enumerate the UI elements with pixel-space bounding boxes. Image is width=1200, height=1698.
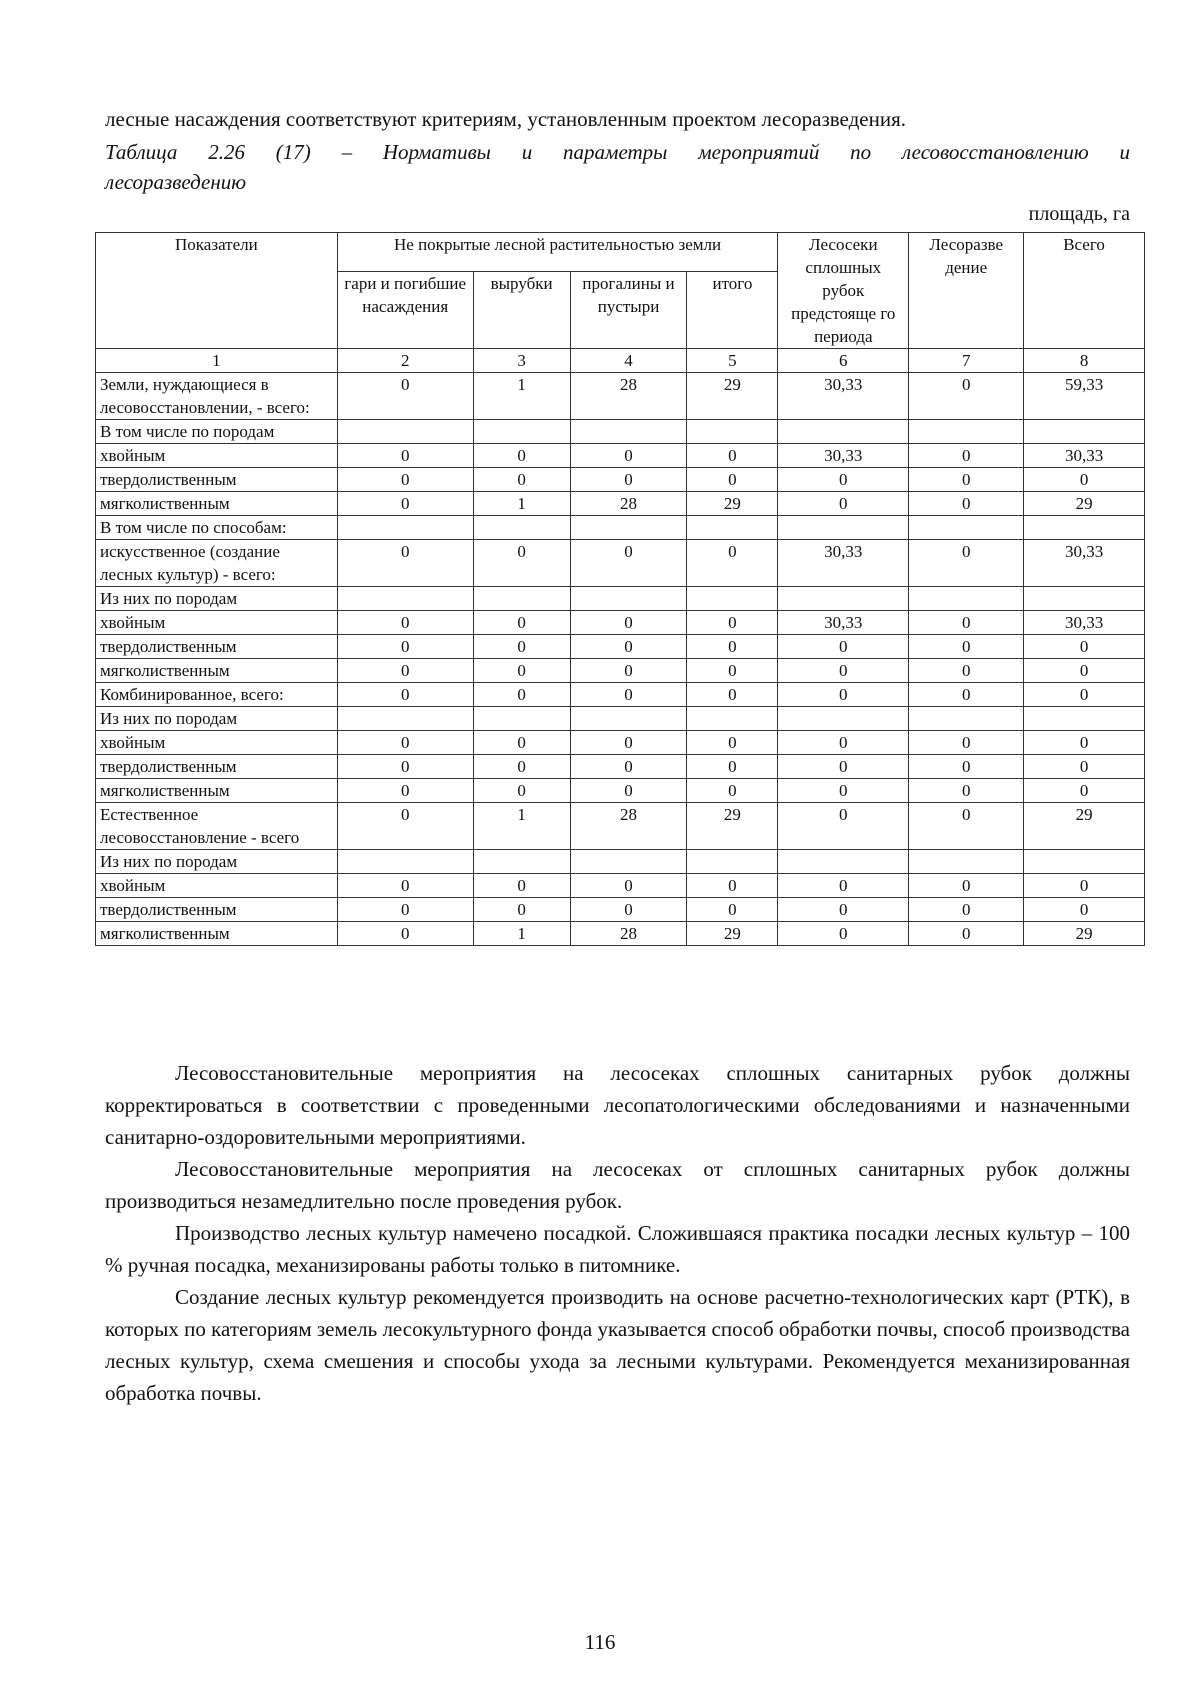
table-cell: 30,33 xyxy=(1024,540,1145,587)
table-cell: 30,33 xyxy=(778,540,909,587)
table-cell xyxy=(1024,707,1145,731)
table-cell xyxy=(778,707,909,731)
table-cell: 0 xyxy=(909,444,1024,468)
row-label: мягколиственным xyxy=(96,779,338,803)
row-label: Из них по породам xyxy=(96,707,338,731)
table-cell xyxy=(1024,516,1145,540)
table-cell xyxy=(778,850,909,874)
table-cell: 0 xyxy=(909,492,1024,516)
table-cell: 0 xyxy=(687,659,778,683)
table-cell: 0 xyxy=(337,922,473,946)
table-cell xyxy=(909,587,1024,611)
table-cell: 0 xyxy=(473,898,570,922)
table-cell: 28 xyxy=(570,803,687,850)
table-cell: 1 xyxy=(473,803,570,850)
table-cell xyxy=(473,850,570,874)
table-cell xyxy=(570,516,687,540)
table-cell: 0 xyxy=(778,922,909,946)
column-number: 8 xyxy=(1024,349,1145,373)
row-label: твердолиственным xyxy=(96,898,338,922)
table-row xyxy=(96,444,1145,468)
table-cell: 0 xyxy=(909,803,1024,850)
table-cell: 0 xyxy=(337,635,473,659)
table-cell xyxy=(909,420,1024,444)
table-cell xyxy=(687,850,778,874)
table-cell: 0 xyxy=(687,611,778,635)
table-cell: 0 xyxy=(909,683,1024,707)
table-unit: площадь, га xyxy=(1028,203,1130,225)
table-cell: 0 xyxy=(778,468,909,492)
table-cell: 0 xyxy=(337,803,473,850)
row-label: мягколиственным xyxy=(96,659,338,683)
table-cell: 0 xyxy=(687,540,778,587)
row-label: хвойным xyxy=(96,731,338,755)
table-column-numbers xyxy=(96,349,1145,373)
table-cell xyxy=(687,587,778,611)
paragraph-text: Лесовосстановительные мероприятия на лесосеках от сплошных санитарных рубок должны производиться незамедлительно после проведения рубок. xyxy=(105,1157,1130,1213)
table-cell xyxy=(337,587,473,611)
row-label: твердолиственным xyxy=(96,468,338,492)
table-row xyxy=(96,874,1145,898)
table-cell: 0 xyxy=(1024,779,1145,803)
table-cell: 1 xyxy=(473,373,570,420)
table-row xyxy=(96,707,1145,731)
table-row xyxy=(96,492,1145,516)
table-cell: 30,33 xyxy=(1024,611,1145,635)
table-cell: 0 xyxy=(909,898,1024,922)
table-cell: 0 xyxy=(570,755,687,779)
table-cell: 0 xyxy=(570,468,687,492)
header-burnt-dead-stands: гари и погибшие насаждения xyxy=(337,272,473,349)
table-cell xyxy=(473,587,570,611)
table-cell: 0 xyxy=(778,898,909,922)
table-cell: 0 xyxy=(909,779,1024,803)
header-clearcut-areas: Лесосеки сплошных рубок предстояще го периода xyxy=(778,233,909,349)
header-total: Всего xyxy=(1024,233,1145,349)
column-number: 5 xyxy=(687,349,778,373)
table-cell: 0 xyxy=(570,659,687,683)
table-cell: 0 xyxy=(337,874,473,898)
table-cell: 0 xyxy=(778,803,909,850)
table-cell: 0 xyxy=(1024,755,1145,779)
table-cell xyxy=(1024,587,1145,611)
table-cell xyxy=(473,420,570,444)
row-label: мягколиственным xyxy=(96,492,338,516)
table-row xyxy=(96,779,1145,803)
column-number: 7 xyxy=(909,349,1024,373)
table-cell xyxy=(570,850,687,874)
table-cell: 0 xyxy=(909,468,1024,492)
table-cell: 0 xyxy=(778,874,909,898)
table-cell xyxy=(778,587,909,611)
table-cell: 0 xyxy=(909,874,1024,898)
table-cell: 0 xyxy=(337,468,473,492)
table-row xyxy=(96,540,1145,587)
table-row xyxy=(96,516,1145,540)
table-cell: 28 xyxy=(570,922,687,946)
table-cell: 0 xyxy=(687,731,778,755)
table-cell: 0 xyxy=(337,540,473,587)
column-number: 2 xyxy=(337,349,473,373)
table-cell: 30,33 xyxy=(778,444,909,468)
header-afforestation: Лесоразве дение xyxy=(909,233,1024,349)
table-cell xyxy=(909,516,1024,540)
table-cell: 0 xyxy=(1024,898,1145,922)
table-cell: 0 xyxy=(337,731,473,755)
row-label: В том числе по способам: xyxy=(96,516,338,540)
table-cell xyxy=(473,516,570,540)
header-cutovers: вырубки xyxy=(473,272,570,349)
row-label: Земли, нуждающиеся в лесовосстановлении, - всего: xyxy=(96,373,338,420)
table-cell: 0 xyxy=(687,874,778,898)
table-cell xyxy=(337,420,473,444)
table-cell: 0 xyxy=(473,540,570,587)
table-cell xyxy=(909,707,1024,731)
row-label: В том числе по породам xyxy=(96,420,338,444)
table-cell: 0 xyxy=(778,659,909,683)
table-cell: 0 xyxy=(473,755,570,779)
table-cell: 0 xyxy=(570,540,687,587)
row-label: хвойным xyxy=(96,611,338,635)
table-cell: 0 xyxy=(337,659,473,683)
table-row xyxy=(96,659,1145,683)
table-cell xyxy=(909,850,1024,874)
header-unforested-lands: Не покрытые лесной растительностью земли xyxy=(337,233,778,272)
table-cell: 28 xyxy=(570,373,687,420)
table-cell xyxy=(687,420,778,444)
measures-table xyxy=(95,232,1145,946)
table-row xyxy=(96,611,1145,635)
table-cell: 0 xyxy=(1024,683,1145,707)
table-cell xyxy=(570,587,687,611)
table-cell xyxy=(778,516,909,540)
table-cell: 29 xyxy=(1024,922,1145,946)
header-subtotal: итого xyxy=(687,272,778,349)
column-number: 3 xyxy=(473,349,570,373)
table-cell: 0 xyxy=(570,444,687,468)
table-cell xyxy=(570,420,687,444)
table-cell: 29 xyxy=(1024,492,1145,516)
row-label: твердолиственным xyxy=(96,635,338,659)
table-cell: 0 xyxy=(473,611,570,635)
table-cell: 0 xyxy=(909,540,1024,587)
table-row xyxy=(96,731,1145,755)
table-cell: 0 xyxy=(473,635,570,659)
column-number: 6 xyxy=(778,349,909,373)
table-cell: 0 xyxy=(337,779,473,803)
table-cell: 0 xyxy=(909,373,1024,420)
table-row xyxy=(96,635,1145,659)
table-cell: 0 xyxy=(473,731,570,755)
table-row xyxy=(96,420,1145,444)
table-cell xyxy=(1024,850,1145,874)
table-body xyxy=(96,373,1145,946)
table-cell: 29 xyxy=(687,803,778,850)
row-label: Из них по породам xyxy=(96,587,338,611)
paragraph xyxy=(105,1057,1130,1153)
table-cell: 0 xyxy=(473,874,570,898)
table-cell: 0 xyxy=(687,755,778,779)
paragraph-text: Лесовосстановительные мероприятия на лесосеках сплошных санитарных рубок должны корректироваться в соответствии с проведенными лесопатологическими обследованиями и назначенными санитарно-оздоровительными мероприятиями. xyxy=(105,1061,1130,1149)
table-cell: 0 xyxy=(473,444,570,468)
table-cell xyxy=(1024,420,1145,444)
table-caption: Таблица 2.26 (17) – Нормативы и параметры мероприятий по лесовосстановлению и xyxy=(105,140,1130,164)
table-cell: 0 xyxy=(909,635,1024,659)
table-cell: 0 xyxy=(337,755,473,779)
table-cell: 1 xyxy=(473,492,570,516)
table-cell: 0 xyxy=(687,635,778,659)
table-cell: 0 xyxy=(337,898,473,922)
table-cell: 0 xyxy=(337,611,473,635)
table-row xyxy=(96,373,1145,420)
table-cell: 29 xyxy=(687,492,778,516)
table-row xyxy=(96,755,1145,779)
table-row xyxy=(96,922,1145,946)
table-cell: 0 xyxy=(687,444,778,468)
row-label: хвойным xyxy=(96,444,338,468)
row-label: хвойным xyxy=(96,874,338,898)
table-cell: 0 xyxy=(473,683,570,707)
table-cell: 0 xyxy=(1024,874,1145,898)
row-label: искусственное (создание лесных культур) - всего: xyxy=(96,540,338,587)
table-cell: 59,33 xyxy=(1024,373,1145,420)
table-cell: 0 xyxy=(909,731,1024,755)
table-cell: 0 xyxy=(337,683,473,707)
table-cell: 0 xyxy=(570,779,687,803)
table-cell: 0 xyxy=(1024,635,1145,659)
table-cell: 0 xyxy=(337,492,473,516)
table-cell: 30,33 xyxy=(1024,444,1145,468)
row-label: Естественное лесовосстановление - всего xyxy=(96,803,338,850)
table-cell: 0 xyxy=(570,683,687,707)
row-label: Комбинированное, всего: xyxy=(96,683,338,707)
table-row xyxy=(96,587,1145,611)
intro-line: лесные насаждения соответствуют критериям, установленным проектом лесоразведения. xyxy=(105,107,906,131)
table-cell: 1 xyxy=(473,922,570,946)
paragraph-text: Создание лесных культур рекомендуется производить на основе расчетно-технологических карт (РТК), в которых по категориям земель лесокультурного фонда указывается способ обработки почвы, способ производства лесных культур, схема смешения и способы ухода за лесными культурами. Рекомендуется механизированная обработка почвы. xyxy=(105,1285,1130,1405)
table-cell: 0 xyxy=(473,659,570,683)
table-cell xyxy=(337,707,473,731)
table-row xyxy=(96,683,1145,707)
table-cell xyxy=(337,516,473,540)
table-cell: 0 xyxy=(687,468,778,492)
table-cell: 0 xyxy=(909,755,1024,779)
table-cell: 0 xyxy=(778,779,909,803)
table-cell: 0 xyxy=(1024,731,1145,755)
table-cell: 0 xyxy=(778,731,909,755)
table-row xyxy=(96,898,1145,922)
paragraph xyxy=(105,1217,1130,1281)
table-header-row xyxy=(96,233,1145,272)
table-caption-continued: лесоразведению xyxy=(105,170,247,194)
paragraph xyxy=(105,1281,1130,1409)
table-cell: 0 xyxy=(778,492,909,516)
table-cell xyxy=(337,850,473,874)
header-glades-wastelands: прогалины и пустыри xyxy=(570,272,687,349)
table-cell: 0 xyxy=(570,611,687,635)
table-cell xyxy=(473,707,570,731)
table-cell: 0 xyxy=(687,683,778,707)
table-cell: 0 xyxy=(909,611,1024,635)
row-label: твердолиственным xyxy=(96,755,338,779)
table-cell: 29 xyxy=(687,373,778,420)
table-cell: 0 xyxy=(570,635,687,659)
table-cell: 0 xyxy=(570,898,687,922)
table-row xyxy=(96,850,1145,874)
table-cell: 0 xyxy=(778,635,909,659)
table-cell xyxy=(570,707,687,731)
page-number: 116 xyxy=(584,1630,616,1654)
table-cell: 0 xyxy=(778,755,909,779)
table-cell: 29 xyxy=(1024,803,1145,850)
table-cell: 0 xyxy=(570,874,687,898)
table-cell: 0 xyxy=(337,373,473,420)
table-cell: 0 xyxy=(687,898,778,922)
table-cell: 0 xyxy=(473,468,570,492)
column-number: 4 xyxy=(570,349,687,373)
table-cell: 28 xyxy=(570,492,687,516)
table-cell: 30,33 xyxy=(778,611,909,635)
paragraph-text: Производство лесных культур намечено посадкой. Сложившаяся практика посадки лесных культур – 100 % ручная посадка, механизированы работы только в питомнике. xyxy=(105,1221,1130,1277)
table-cell: 0 xyxy=(687,779,778,803)
table-row xyxy=(96,803,1145,850)
table-cell: 0 xyxy=(570,731,687,755)
table-cell: 0 xyxy=(1024,468,1145,492)
table-cell: 0 xyxy=(337,444,473,468)
paragraph xyxy=(105,1153,1130,1217)
row-label: мягколиственным xyxy=(96,922,338,946)
table-cell: 29 xyxy=(687,922,778,946)
table-cell: 0 xyxy=(909,659,1024,683)
table-cell: 0 xyxy=(778,683,909,707)
table-cell: 0 xyxy=(909,922,1024,946)
table-cell xyxy=(687,516,778,540)
table-cell: 0 xyxy=(1024,659,1145,683)
header-indicators: Показатели xyxy=(96,233,338,349)
table-cell xyxy=(778,420,909,444)
table-row xyxy=(96,468,1145,492)
row-label: Из них по породам xyxy=(96,850,338,874)
table-cell: 0 xyxy=(473,779,570,803)
table-cell xyxy=(687,707,778,731)
table-cell: 30,33 xyxy=(778,373,909,420)
column-number: 1 xyxy=(96,349,338,373)
